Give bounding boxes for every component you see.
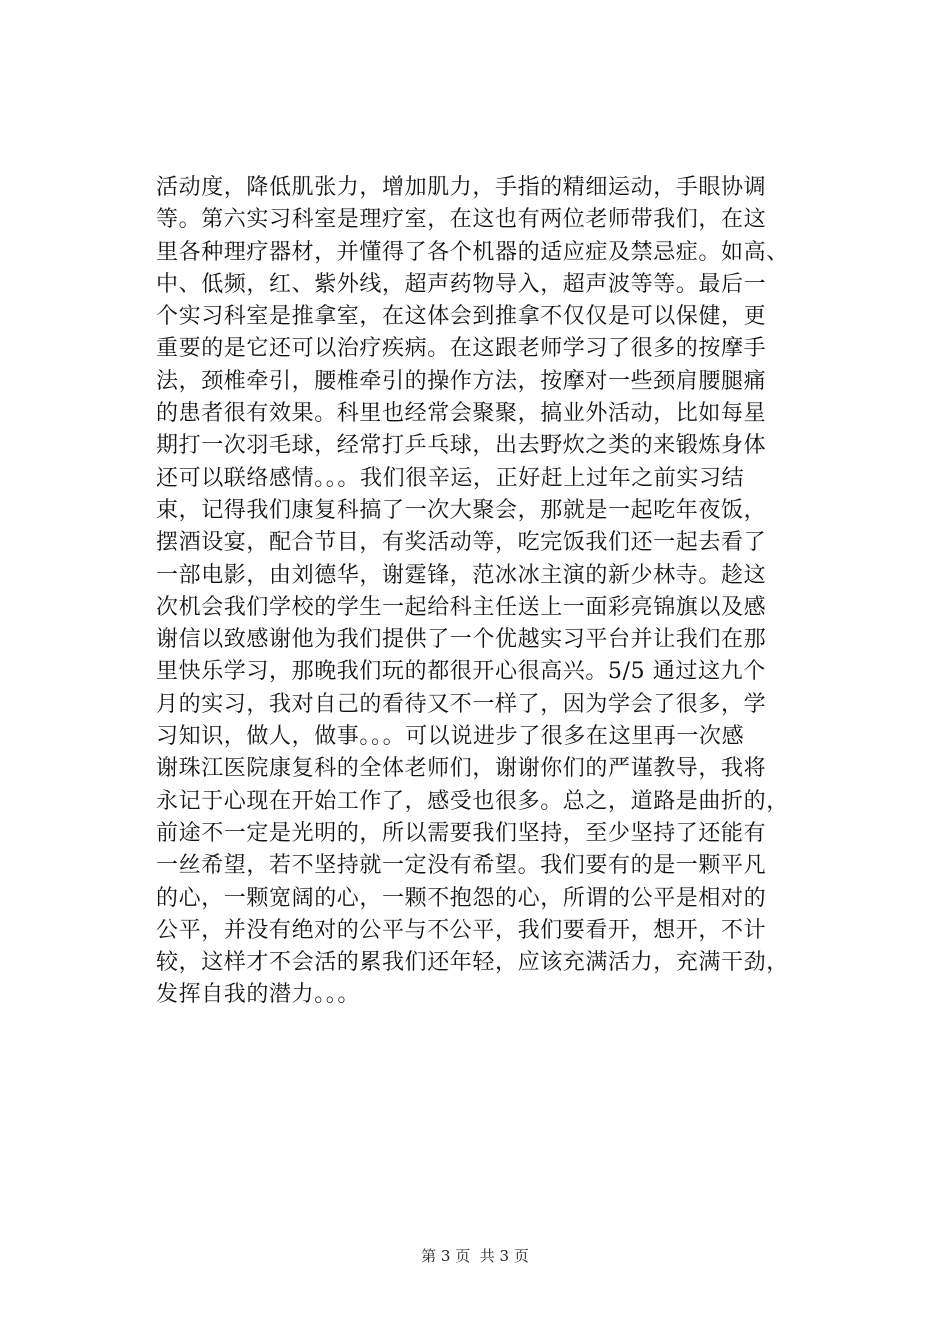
body-text <box>156 172 836 1012</box>
text-line: 习知识，做人，做事。。。可以说进步了很多在这里再一次感 <box>156 724 745 750</box>
text-line: 法，颈椎牵引，腰椎牵引的操作方法，按摩对一些颈肩腰腿痛 <box>156 368 767 394</box>
text-line: 还可以联络感情。。。我们很辛运，正好赶上过年之前实习结 <box>156 465 745 491</box>
text-line: 的患者很有效果。科里也经常会聚聚，搞业外活动，比如每星 <box>156 401 767 427</box>
text-line: 一丝希望，若不坚持就一定没有希望。我们要有的是一颗平凡 <box>156 853 767 879</box>
text-line: 里各种理疗器材，并懂得了各个机器的适应症及禁忌症。如高、 <box>156 239 789 265</box>
text-line: 中、低频，红、紫外线，超声药物导入，超声波等等。最后一 <box>156 271 767 297</box>
text-line: 一部电影，由刘德华，谢霆锋，范冰冰主演的新少林寺。趁这 <box>156 562 767 588</box>
text-line: 里快乐学习，那晚我们玩的都很开心很高兴。5/5 通过这九个 <box>156 659 766 685</box>
text-line: 次机会我们学校的学生一起给科主任送上一面彩亮锦旗以及感 <box>156 594 767 620</box>
text-line: 期打一次羽毛球，经常打乒乓球，出去野炊之类的来锻炼身体 <box>156 433 767 459</box>
text-line: 永记于心现在开始工作了，感受也很多。总之，道路是曲折的， <box>156 788 789 814</box>
text-line: 等。第六实习科室是理疗室，在这也有两位老师带我们，在这 <box>156 207 767 233</box>
text-line: 较，这样才不会活的累我们还年轻，应该充满活力，充满干劲， <box>156 950 789 976</box>
text-line: 的心，一颗宽阔的心，一颗不抱怨的心，所谓的公平是相对的 <box>156 885 767 911</box>
text-line: 活动度，降低肌张力，增加肌力，手指的精细运动，手眼协调 <box>156 175 767 200</box>
text-line: 束，记得我们康复科搞了一次大聚会，那就是一起吃年夜饭， <box>156 497 767 523</box>
text-line: 谢信以致感谢他为我们提供了一个优越实习平台并让我们在那 <box>156 627 767 653</box>
text-line: 摆酒设宴，配合节目，有奖活动等，吃完饭我们还一起去看了 <box>156 530 767 556</box>
text-line: 公平，并没有绝对的公平与不公平，我们要看开，想开，不计 <box>156 917 767 943</box>
text-line: 前途不一定是光明的，所以需要我们坚持，至少坚持了还能有 <box>156 820 767 846</box>
text-line: 发挥自我的潜力。。。 <box>156 982 361 1008</box>
page-footer: 第 3 页 共 3 页 <box>421 1247 529 1265</box>
text-line: 月的实习，我对自己的看待又不一样了，因为学会了很多，学 <box>156 691 767 717</box>
text-line: 个实习科室是推拿室，在这体会到推拿不仅仅是可以保健，更 <box>156 304 767 330</box>
text-line: 谢珠江医院康复科的全体老师们，谢谢你们的严谨教导，我将 <box>156 756 767 782</box>
text-line: 重要的是它还可以治疗疾病。在这跟老师学习了很多的按摩手 <box>156 336 767 362</box>
